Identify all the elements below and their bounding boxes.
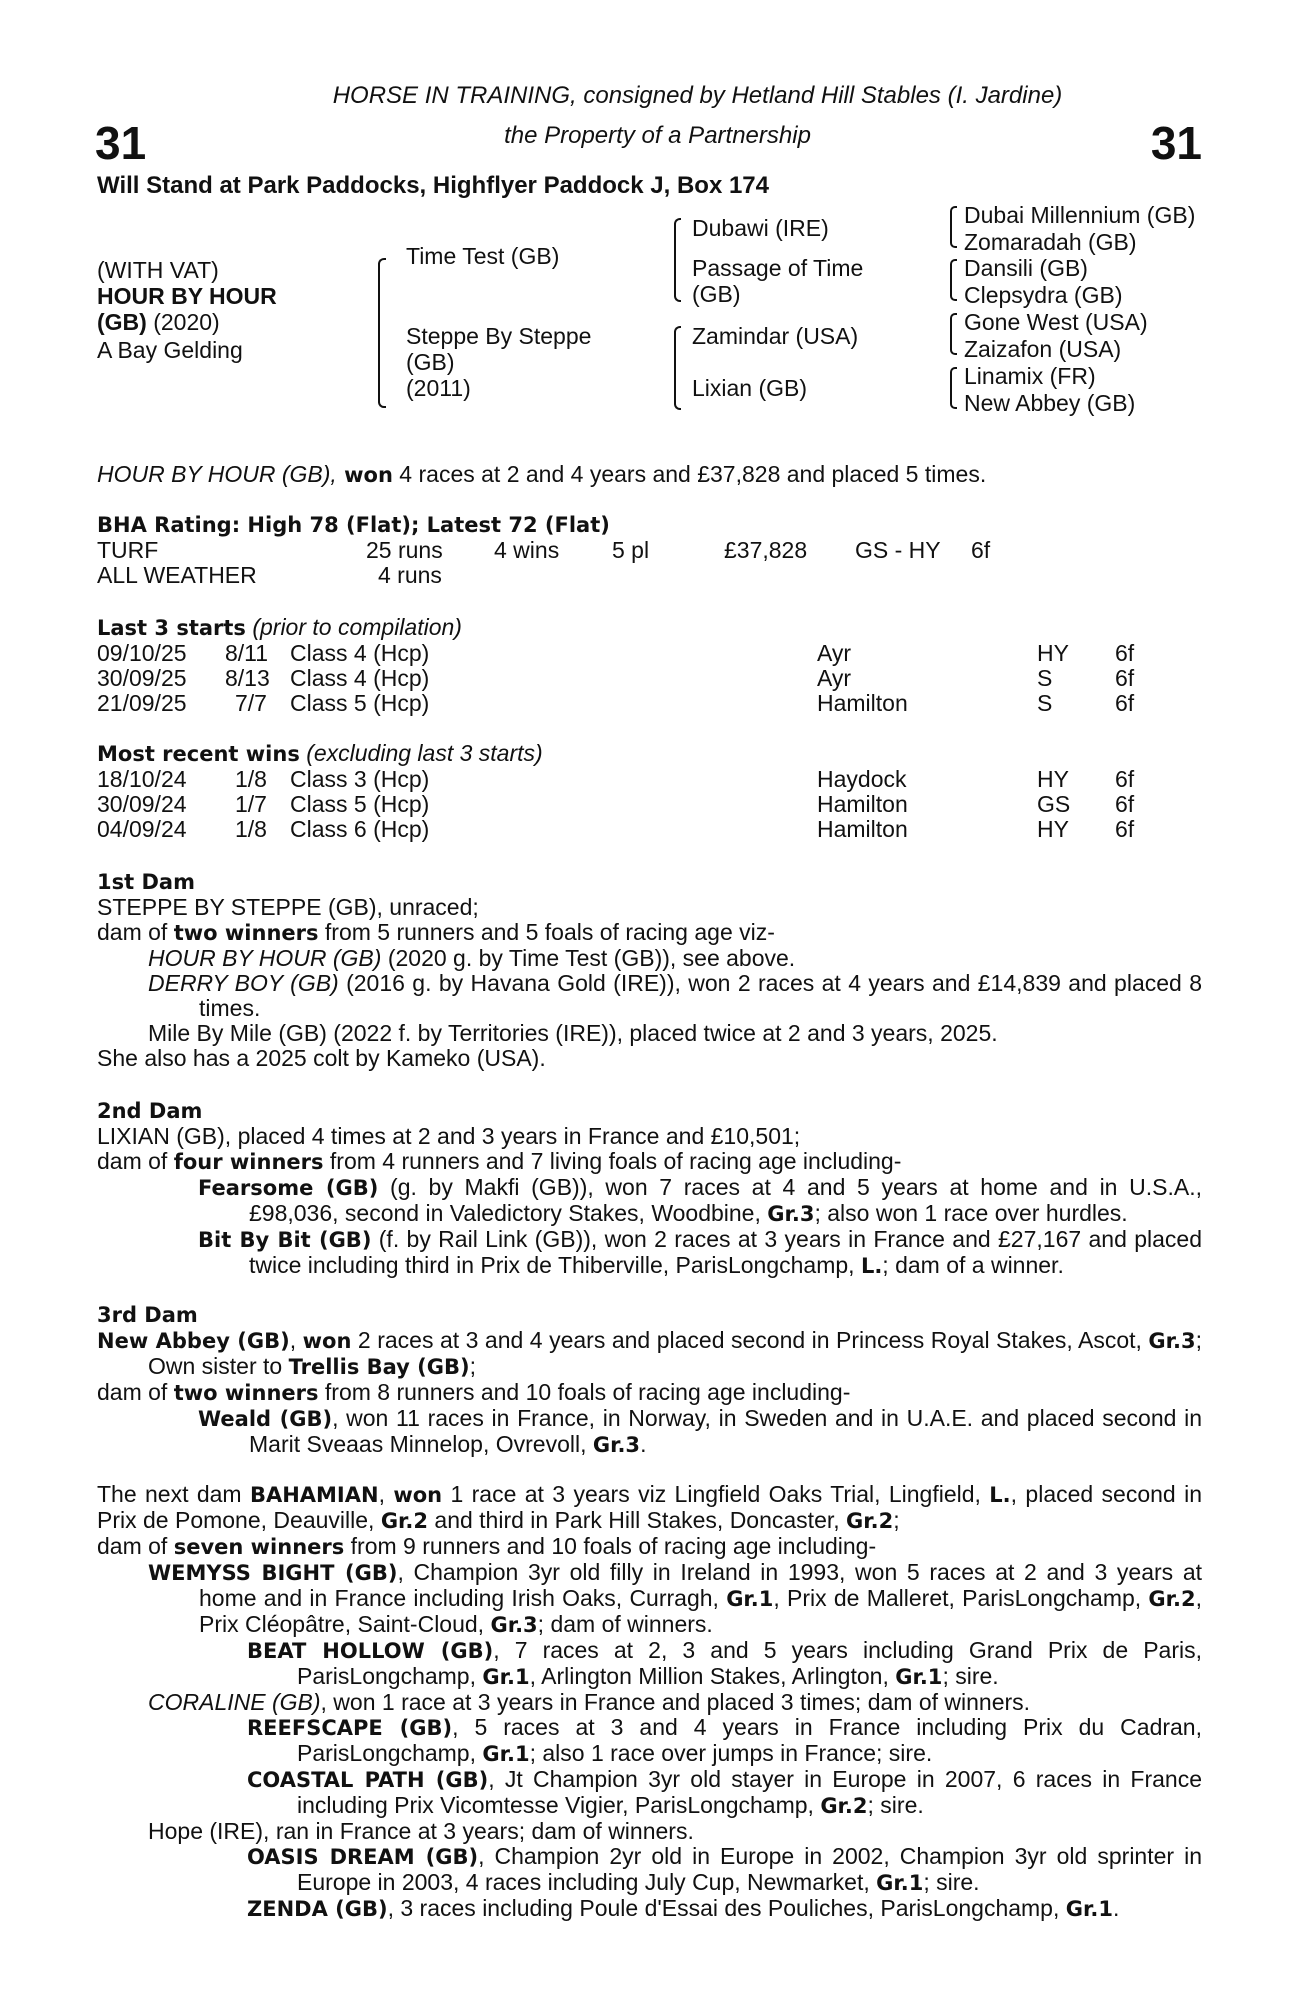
pedigree-bracket-g3-2 — [950, 259, 957, 301]
produce-oasis-dream: OASIS DREAM (GB), Champion 2yr old in Europe in 2002, Champion 3yr old sprinter in Europe in 2003, 4 races including July Cup, Newmarket, Gr.1; sire. — [247, 1843, 1202, 1895]
win-row: 30/09/24 1/7 Class 5 (Hcp) Hamilton GS 6f — [97, 791, 1135, 817]
dam1-produce-1: HOUR BY HOUR (GB) (2020 g. by Time Test (GB)), see above. — [148, 945, 796, 971]
pedigree-sire-dam-line1: Passage of Time — [692, 255, 864, 281]
start-row: 21/09/25 7/7 Class 5 (Hcp) Hamilton S 6f — [97, 690, 1135, 716]
pedigree-bracket-g3-1 — [950, 206, 957, 248]
pedigree-g3-7: Linamix (FR) — [964, 363, 1096, 389]
first-dam-section: 1st Dam STEPPE BY STEPPE (GB), unraced; dam of two winners from 5 runners and 5 foals of racing age viz- HOUR BY HOUR (GB) (2020 g. by Time Test (GB)), see above. DERRY BOY (GB) (2016 g. by Havana Gold (IRE)), won 2 races at 4 years and £14,839 and placed 8 times. Mile By Mile (GB) (2022 f. by Territories (IRE)), placed twice at 2 and 3 years, 2025. She also has a 2025 colt by Kameko (USA). — [97, 870, 1202, 1071]
produce-coastal-path: COASTAL PATH (GB), Jt Champion 3yr old stayer in Europe in 2007, 6 races in France including Prix Vicomtesse Vigier, ParisLongchamp, Gr.2; sire. — [247, 1766, 1203, 1818]
produce-hope: Hope (IRE), ran in France at 3 years; dam of winners. — [148, 1818, 694, 1844]
bha-title: BHA Rating: High 78 (Flat); Latest 72 (Flat) — [97, 513, 610, 537]
produce-zenda: ZENDA (GB), 3 races including Poule d'Essai des Pouliches, ParisLongchamp, Gr.1. — [247, 1895, 1120, 1921]
pedigree-bracket-gen1 — [378, 258, 386, 408]
produce-wemyss-bight: WEMYSS BIGHT (GB), Champion 3yr old filly in Ireland in 1993, won 5 races at 2 and 3 years at home and in France including Irish Oaks, Curragh, Gr.1, Prix de Malleret, ParisLongchamp, Gr.2, Prix Cléopâtre, Saint-Cloud, Gr.3; dam of winners. — [148, 1559, 1202, 1637]
lot-number-right: 31 — [1150, 117, 1202, 169]
dam2-produce-2: Bit By Bit (GB) (f. by Rail Link (GB)), won 2 races at 3 years in France and £27,167 and placed twice including third in Prix de Thiberville, ParisLongchamp, L.; dam of a winner. — [198, 1226, 1202, 1278]
produce-reefscape: REEFSCAPE (GB), 5 races at 3 and 4 years in France including Prix du Cadran, ParisLongchamp, Gr.1; also 1 race over jumps in France; sire. — [247, 1714, 1202, 1766]
horse-description: A Bay Gelding — [97, 337, 243, 363]
pedigree-dam-line1: Steppe By Steppe — [406, 323, 592, 349]
pedigree-g3-3: Dansili (GB) — [964, 255, 1088, 281]
bha-aw-row: ALL WEATHER 4 runs — [97, 562, 442, 588]
win-row: 04/09/24 1/8 Class 6 (Hcp) Hamilton HY 6f — [97, 816, 1135, 842]
pedigree-dam-sire: Zamindar (USA) — [692, 323, 859, 349]
pedigree-g3-6: Zaizafon (USA) — [964, 336, 1122, 362]
start-row: 09/10/25 8/11 Class 4 (Hcp) Ayr HY 6f — [97, 640, 1135, 666]
most-recent-wins: Most recent wins (excluding last 3 starts) 18/10/24 1/8 Class 3 (Hcp) Haydock HY 6f 30/09/24 1/7 Class 5 (Hcp) Hamilton GS 6f 04/09/24 1/8 Class 6 (Hcp) Hamilton HY 6f — [97, 741, 1202, 842]
pedigree-bracket-g3-3 — [950, 313, 957, 355]
lot-number-left: 31 — [95, 117, 147, 169]
second-dam-section: 2nd Dam LIXIAN (GB), placed 4 times at 2 and 3 years in France and £10,501; dam of four winners from 4 runners and 7 living foals of racing age including- Fearsome (GB) (g. by Makfi (GB)), won 7 races at 4 and 5 years at home and in U.S.A., £98,036, second in Valedictory Stakes, Woodbine, Gr.3; also won 1 race over hurdles. Bit By Bit (GB) (f. by Rail Link (GB)), won 2 races at 3 years in France and £27,167 and placed twice including third in Prix de Thiberville, ParisLongchamp, L.; dam of a winner. — [97, 1099, 1202, 1278]
stand-location: Will Stand at Park Paddocks, Highflyer Paddock J, Box 174 — [97, 172, 769, 199]
produce-beat-hollow: BEAT HOLLOW (GB), 7 races at 2, 3 and 5 years including Grand Prix de Paris, ParisLongchamp, Gr.1, Arlington Million Stakes, Arlington, Gr.1; sire. — [247, 1637, 1202, 1689]
last-3-starts: Last 3 starts (prior to compilation) 09/10/25 8/11 Class 4 (Hcp) Ayr HY 6f 30/09/25 8/13 Class 4 (Hcp) Ayr S 6f 21/09/25 7/7 Class 5 (Hcp) Hamilton S 6f — [97, 615, 1202, 716]
consignor-line: HORSE IN TRAINING, consigned by Hetland Hill Stables (I. Jardine) — [332, 82, 1063, 109]
dam1-produce-3: Mile By Mile (GB) (2022 f. by Territories (IRE)), placed twice at 2 and 3 years, 2025. — [148, 1020, 998, 1046]
race-summary: HOUR BY HOUR (GB), won 4 races at 2 and 4 years and £37,828 and placed 5 times. — [97, 461, 987, 487]
win-row: 18/10/24 1/8 Class 3 (Hcp) Haydock HY 6f — [97, 766, 1135, 792]
pedigree-dam-dam: Lixian (GB) — [692, 375, 808, 401]
dam3-produce-1: Weald (GB), won 11 races in France, in Norway, in Sweden and in U.A.E. and placed second in Marit Sveaas Minnelop, Ovrevoll, Gr.3. — [198, 1405, 1202, 1457]
bha-turf-row: TURF 25 runs 4 wins 5 pl £37,828 GS - HY 6f — [97, 537, 991, 563]
pedigree-bracket-g3-4 — [950, 367, 957, 409]
next-dam-section: The next dam BAHAMIAN, won 1 race at 3 years viz Lingfield Oaks Trial, Lingfield, L., placed second in Prix de Pomone, Deauville, Gr.2 and third in Park Hill Stakes, Doncaster, Gr.2; dam of seven winners from 9 runners and 10 foals of racing age including- WEMYSS BIGHT (GB), Champion 3yr old filly in Ireland in 1993, won 5 races at 2 and 3 years at home and in France including Irish Oaks, Curragh, Gr.1, Prix de Malleret, ParisLongchamp, Gr.2, Prix Cléopâtre, Saint-Cloud, Gr.3; dam of winners. BEAT HOLLOW (GB), 7 races at 2, 3 and 5 years including Grand Prix de Paris, ParisLongchamp, Gr.1, Arlington Million Stakes, Arlington, Gr.1; sire. CORALINE (GB), won 1 race at 3 years in France and placed 3 times; dam of winners. REEFSCAPE (GB), 5 races at 3 and 4 years in France including Prix du Cadran, ParisLongchamp, Gr.1; also 1 race over jumps in France; sire. COASTAL PATH (GB), Jt Champion 3yr old stayer in Europe in 2007, 6 races in France including Prix Vicomtesse Vigier, ParisLongchamp, Gr.2; sire. Hope (IRE), ran in France at 3 years; dam of winners. OASIS DREAM (GB), Champion 2yr old in Europe in 2002, Champion 3yr old sprinter in Europe in 2003, 4 races including July Cup, Newmarket, Gr.1; sire. ZENDA (GB), 3 races including Poule d'Essai des Pouliches, ParisLongchamp, Gr.1. — [97, 1481, 1203, 1921]
pedigree-sire: Time Test (GB) — [406, 243, 560, 269]
dam2-produce-1: Fearsome (GB) (g. by Makfi (GB)), won 7 races at 4 and 5 years at home and in U.S.A., £98,036, second in Valedictory Stakes, Woodbine, Gr.3; also won 1 race over hurdles. — [198, 1174, 1202, 1226]
dam1-produce-2: DERRY BOY (GB) (2016 g. by Havana Gold (IRE)), won 2 races at 4 years and £14,839 and placed 8 times. — [148, 970, 1202, 1021]
pedigree-g3-1: Dubai Millennium (GB) — [964, 202, 1196, 228]
pedigree-g3-5: Gone West (USA) — [964, 309, 1148, 335]
produce-coraline: CORALINE (GB), won 1 race at 3 years in France and placed 3 times; dam of winners. — [148, 1689, 1031, 1715]
property-line: the Property of a Partnership — [504, 122, 811, 149]
pedigree-dam-line2: (GB) — [406, 349, 455, 375]
vat-label: (WITH VAT) — [97, 257, 219, 283]
horse-name: HOUR BY HOUR — [97, 283, 277, 309]
pedigree-sire-sire: Dubawi (IRE) — [692, 215, 829, 241]
pedigree-g3-2: Zomaradah (GB) — [964, 229, 1137, 255]
bha-section — [97, 513, 1202, 588]
pedigree-sire-dam-line2: (GB) — [692, 281, 741, 307]
pedigree-g3-4: Clepsydra (GB) — [964, 282, 1123, 308]
pedigree-bracket-dam — [674, 326, 681, 410]
pedigree-g3-8: New Abbey (GB) — [964, 390, 1136, 416]
pedigree-bracket-sire — [674, 218, 681, 302]
horse-origin: (GB) (2020) — [97, 309, 220, 335]
start-row: 30/09/25 8/13 Class 4 (Hcp) Ayr S 6f — [97, 665, 1135, 691]
pedigree-dam-line3: (2011) — [406, 375, 471, 401]
third-dam-section: 3rd Dam New Abbey (GB), won 2 races at 3 and 4 years and placed second in Princess Royal Stakes, Ascot, Gr.3; Own sister to Trellis Bay (GB); dam of two winners from 8 runners and 10 foals of racing age including- Weald (GB), won 11 races in France, in Norway, in Sweden and in U.A.E. and placed second in Marit Sveaas Minnelop, Ovrevoll, Gr.3. — [97, 1303, 1202, 1457]
